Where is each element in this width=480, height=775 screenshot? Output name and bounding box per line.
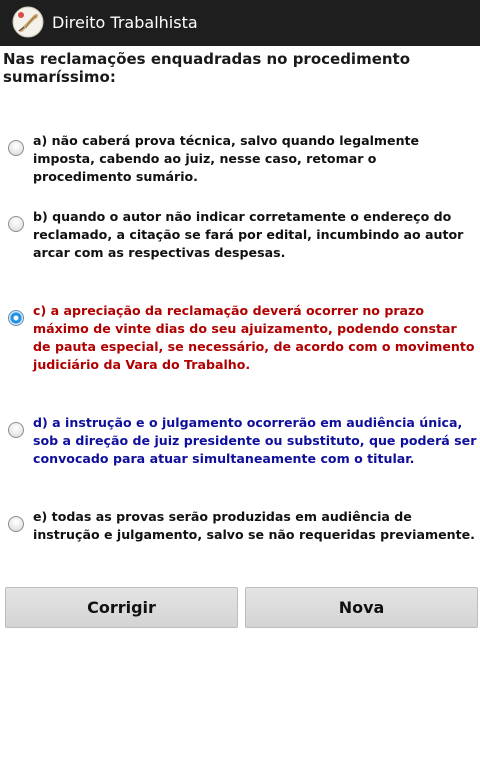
radio-button-d[interactable] bbox=[8, 422, 24, 438]
new-question-button[interactable]: Nova bbox=[245, 587, 478, 628]
option-a[interactable] bbox=[0, 132, 480, 184]
title-bar bbox=[0, 0, 480, 46]
radio-button-e[interactable] bbox=[8, 516, 24, 532]
radio-button-c-selected[interactable] bbox=[8, 310, 24, 326]
option-d-text: d) a instrução e o julgamento ocorrerão em audiência única, sob a direção de juiz presidente ou substituto, que poderá ser convocado para atuar simultaneamente com o titular. bbox=[33, 415, 477, 466]
option-b[interactable] bbox=[0, 208, 480, 266]
question-text: Nas reclamações enquadradas no procedimento sumaríssimo: bbox=[3, 50, 411, 86]
radio-button-b[interactable] bbox=[8, 216, 24, 232]
app-icon bbox=[12, 6, 44, 38]
option-e-text: e) todas as provas serão produzidas em audiência de instrução e julgamento, salvo se não requeridas previamente. bbox=[33, 509, 475, 542]
app-title: Direito Trabalhista bbox=[52, 13, 198, 32]
option-b-text: b) quando o autor não indicar corretamente o endereço do reclamado, a citação se fará por edital, incumbindo ao autor arcar com as respectivas despesas. bbox=[33, 209, 464, 260]
radio-button-a[interactable] bbox=[8, 140, 24, 156]
option-a-text: a) não caberá prova técnica, salvo quando legalmente imposta, cabendo ao juiz, nesse caso, retomar o procedimento sumário. bbox=[33, 133, 420, 184]
check-button[interactable]: Corrigir bbox=[5, 587, 238, 628]
option-c[interactable] bbox=[0, 302, 480, 378]
option-e[interactable] bbox=[0, 508, 480, 548]
option-c-text: c) a apreciação da reclamação deverá ocorrer no prazo máximo de vinte dias do seu ajuizamento, podendo constar de pauta especial, se necessário, de acordo com o movimento judiciário da Vara do Trabalho. bbox=[33, 303, 475, 372]
option-d[interactable] bbox=[0, 414, 480, 472]
